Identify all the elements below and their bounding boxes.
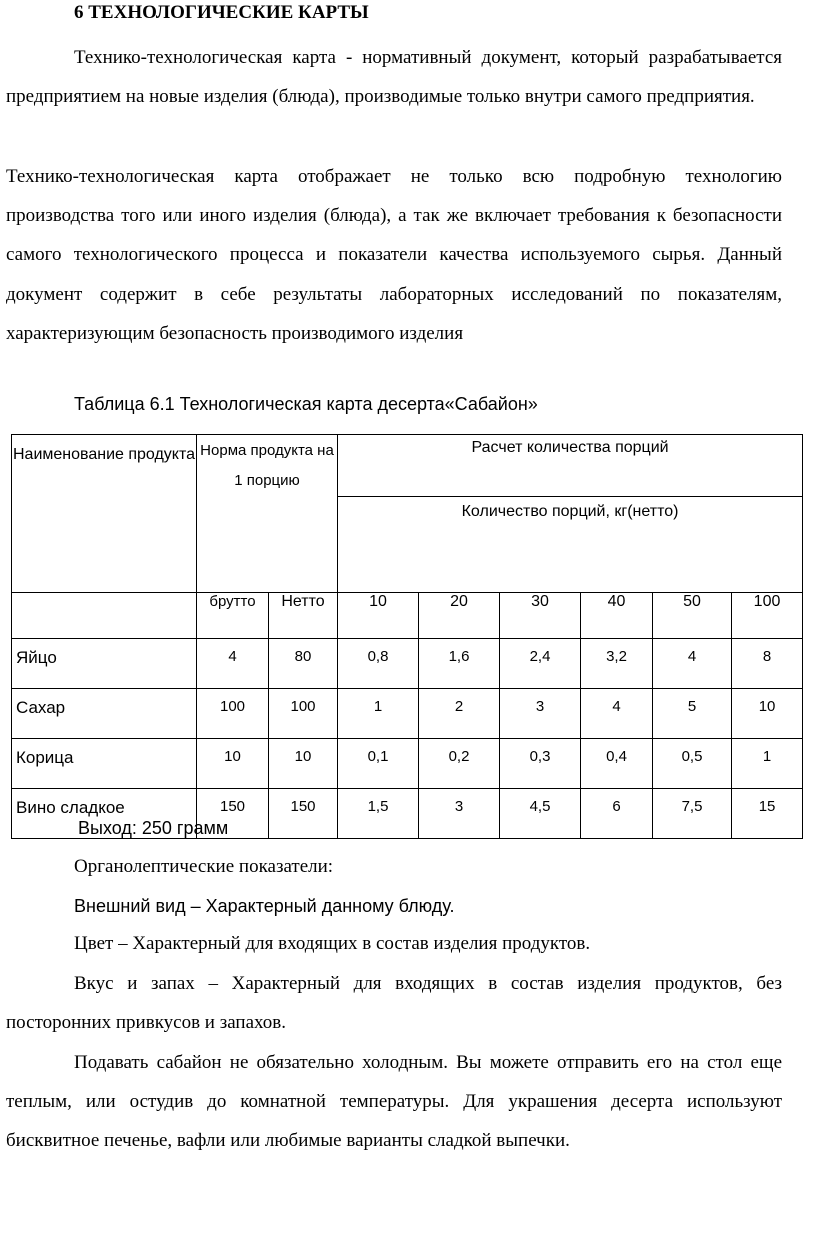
value-cell: 80 [269, 639, 338, 689]
value-cell: 1 [732, 739, 803, 789]
value-cell: 2,4 [500, 639, 581, 689]
value-cell: 3 [500, 689, 581, 739]
value-cell: 1,6 [419, 639, 500, 689]
sub-header-row [12, 593, 803, 639]
value-cell: 100 [197, 689, 269, 739]
table-row [12, 739, 803, 789]
value-cell: 5 [653, 689, 732, 739]
table-row [12, 689, 803, 739]
table-row [12, 639, 803, 689]
product-name-cell: Вино сладкое [12, 789, 197, 839]
table-caption: Таблица 6.1 Технологическая карта десерта«Сабайон» [74, 394, 538, 414]
value-cell: 100 [269, 689, 338, 739]
taste-text: Вкус и запах – Характерный для входящих в состав изделия продуктов, без посторонних привкусов и запахов. [6, 973, 782, 1034]
paragraph-description: Технико-технологическая карта отображает не только всю подробную технологию производства того или иного изделия (блюда), а так же включает требования к безопасности самого технологического процесса и показатели качества используемого сырья. Данный документ содержит в себе результаты лабораторных исследований по показателям, характеризующим безопасность производимого изделия [6, 166, 782, 344]
product-name-cell: Корица [12, 739, 197, 789]
sub-header-cell: 40 [581, 593, 653, 639]
sub-header-cell: 20 [419, 593, 500, 639]
product-name-cell: Сахар [12, 689, 197, 739]
section-heading: 6 ТЕХНОЛОГИЧЕСКИЕ КАРТЫ [74, 2, 369, 23]
tech-card-table [11, 434, 803, 839]
value-cell: 7,5 [653, 789, 732, 839]
value-cell: 0,4 [581, 739, 653, 789]
value-cell: 1 [338, 689, 419, 739]
serving-paragraph: Подавать сабайон не обязательно холодным. Вы можете отправить его на стол еще теплым, или остудив до комнатной температуры. Для украшения десерта используют бисквитное печенье, вафли или любимые варианты сладкой выпечки. [6, 1052, 782, 1152]
value-cell: 150 [269, 789, 338, 839]
value-cell: 4,5 [500, 789, 581, 839]
color-text: Цвет – Характерный для входящих в состав изделия продуктов. [74, 933, 591, 954]
value-cell: 15 [732, 789, 803, 839]
header-norm: Норма продукта на 1 порцию [197, 435, 338, 593]
sub-header-empty [12, 593, 197, 639]
value-cell: 8 [732, 639, 803, 689]
value-cell: 0,3 [500, 739, 581, 789]
header-portion-count: Количество порций, кг(нетто) [338, 496, 803, 592]
value-cell: 3,2 [581, 639, 653, 689]
value-cell: 3 [419, 789, 500, 839]
value-cell: 10 [732, 689, 803, 739]
sub-header-cell: брутто [197, 593, 269, 639]
value-cell: 4 [197, 639, 269, 689]
value-cell: 2 [419, 689, 500, 739]
yield-text: Выход: 250 грамм [78, 818, 229, 838]
value-cell: 6 [581, 789, 653, 839]
header-portion-calc: Расчет количества порций [338, 435, 803, 497]
sub-header-cell: 30 [500, 593, 581, 639]
value-cell: 0,2 [419, 739, 500, 789]
sub-header-cell: Нетто [269, 593, 338, 639]
header-product-name: Наименование продукта [12, 435, 197, 593]
value-cell: 4 [581, 689, 653, 739]
paragraph-definition: Технико-технологическая карта - нормативный документ, который разрабатывается предприятием на новые изделия (блюда), производимые только внутри самого предприятия. [6, 47, 782, 108]
organoleptic-title: Органолептические показатели: [74, 856, 334, 877]
value-cell: 0,1 [338, 739, 419, 789]
value-cell: 10 [269, 739, 338, 789]
product-name-cell: Яйцо [12, 639, 197, 689]
value-cell: 150 [197, 789, 269, 839]
value-cell: 4 [653, 639, 732, 689]
sub-header-cell: 10 [338, 593, 419, 639]
appearance-text: Внешний вид – Характерный данному блюду. [74, 896, 455, 916]
value-cell: 1,5 [338, 789, 419, 839]
value-cell: 0,8 [338, 639, 419, 689]
value-cell: 0,5 [653, 739, 732, 789]
sub-header-cell: 100 [732, 593, 803, 639]
value-cell: 10 [197, 739, 269, 789]
sub-header-cell: 50 [653, 593, 732, 639]
